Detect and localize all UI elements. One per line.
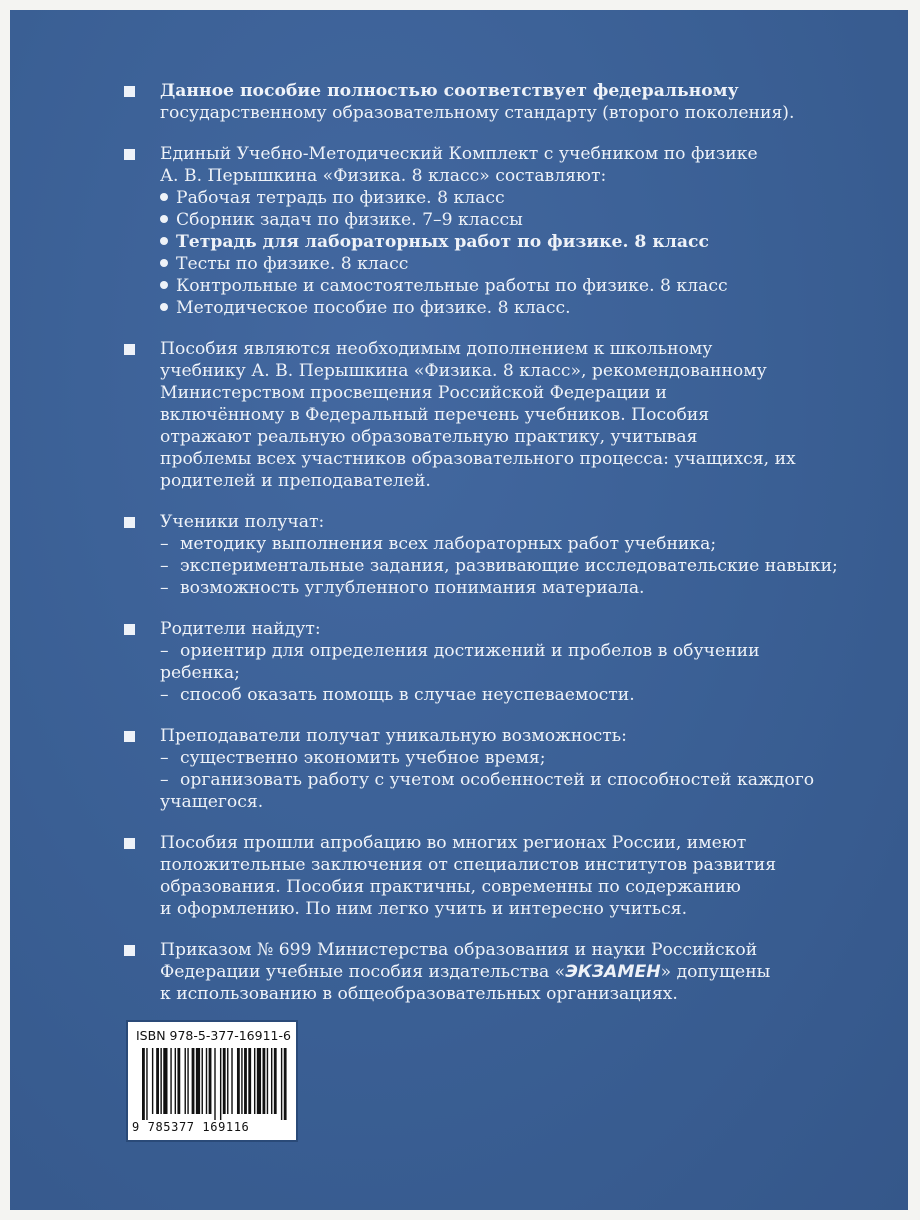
cover-text: [118, 80, 878, 1024]
list-item-label: Тетрадь для лабораторных работ по физике. 8 класс: [176, 232, 709, 252]
barcode-bar: [267, 1048, 268, 1114]
text-line: Приказом № 699 Министерства образования и науки Российской: [160, 940, 758, 960]
text-line: отражают реальную образовательную практику, учитывая: [160, 427, 698, 447]
square-bullet-icon: [124, 344, 135, 355]
list-item-label: Контрольные и самостоятельные работы по физике. 8 класс: [176, 276, 728, 296]
text-line: Министерством просвещения Российской Федерации и: [160, 383, 667, 403]
text-line: [160, 961, 878, 983]
dash-item-label: существенно экономить учебное время;: [180, 748, 546, 768]
barcode-bar: [214, 1048, 215, 1120]
barcode-bar: [202, 1048, 203, 1114]
barcode-bar: [146, 1048, 147, 1120]
barcode-bar: [227, 1048, 228, 1114]
barcode-bar: [237, 1048, 240, 1114]
text-line: и оформлению. По ним легко учить и интересно учиться.: [160, 899, 688, 919]
round-bullet-icon: [160, 215, 168, 223]
barcode-bar: [241, 1048, 242, 1114]
list-item: [160, 231, 878, 253]
barcode-bar: [206, 1048, 207, 1114]
round-bullet-icon: [160, 303, 168, 311]
barcode-bar: [152, 1048, 153, 1114]
text-line: учащегося.: [160, 792, 264, 812]
text-line: Пособия являются необходимым дополнением к школьному: [160, 339, 713, 359]
barcode-bar: [244, 1048, 247, 1114]
barcode-bar: [187, 1048, 188, 1114]
barcode-bar: [223, 1048, 226, 1114]
dash-item: – возможность углубленного понимания материала.: [160, 578, 645, 598]
barcode-bar: [156, 1048, 159, 1114]
block-complect: [118, 143, 878, 319]
dash-item: – организовать работу с учетом особенностей и способностей каждого: [160, 770, 815, 790]
dash-item-label: ориентир для определения достижений и пробелов в обучении: [180, 641, 760, 661]
text-fragment: Федерации учебные пособия издательства «: [160, 962, 566, 982]
text-line: родителей и преподавателей.: [160, 471, 431, 491]
isbn-barcode-box: [126, 1020, 298, 1142]
block-heading: Родители найдут:: [160, 619, 321, 639]
barcode-bar: [163, 1048, 167, 1114]
barcode-bar: [209, 1048, 212, 1114]
square-bullet-icon: [124, 149, 135, 160]
text-line: государственному образовательному стандарту (второго поколения).: [160, 103, 795, 123]
dash-item-label: экспериментальные задания, развивающие исследовательские навыки;: [180, 556, 838, 576]
list-item: [160, 187, 878, 209]
dash-item: – ориентир для определения достижений и пробелов в обучении: [160, 641, 760, 661]
barcode-bar: [142, 1048, 145, 1120]
dash-item-label: организовать работу с учетом особенностей и способностей каждого: [180, 770, 815, 790]
barcode-bar: [185, 1048, 186, 1114]
list-item: [160, 275, 878, 297]
barcode-bar: [254, 1048, 255, 1114]
square-bullet-icon: [124, 731, 135, 742]
block-approbation: [118, 832, 878, 920]
barcode-bar: [175, 1048, 176, 1114]
barcode-bar: [257, 1048, 261, 1114]
barcode-bar: [160, 1048, 161, 1114]
barcode-bar: [271, 1048, 272, 1114]
list-item-label: Рабочая тетрадь по физике. 8 класс: [176, 188, 505, 208]
square-bullet-icon: [124, 838, 135, 849]
text-line: включённому в Федеральный перечень учебников. Пособия: [160, 405, 710, 425]
dash-item-label: возможность углубленного понимания материала.: [180, 578, 645, 598]
text-line: положительные заключения от специалистов институтов развития: [160, 855, 777, 875]
list-item: [160, 297, 878, 319]
publisher-brand: ЭКЗАМЕН: [565, 962, 661, 982]
dash-item: – существенно экономить учебное время;: [160, 748, 546, 768]
book-back-cover: [10, 10, 908, 1210]
dash-item: – экспериментальные задания, развивающие исследовательские навыки;: [160, 556, 838, 576]
block-supplement: [118, 338, 878, 492]
barcode-bar: [248, 1048, 251, 1114]
text-line: ребенка;: [160, 663, 240, 683]
list-item-label: Методическое пособие по физике. 8 класс.: [176, 298, 571, 318]
isbn-label: ISBN 978-5-377-16911-6: [136, 1028, 291, 1043]
text-line: учебнику А. В. Перышкина «Физика. 8 класс», рекомендованному: [160, 361, 767, 381]
square-bullet-icon: [124, 945, 135, 956]
barcode-bar: [196, 1048, 200, 1114]
block-parents: [118, 618, 878, 706]
barcode-bar: [170, 1048, 171, 1114]
barcode-bar: [231, 1048, 232, 1114]
barcode-bar: [262, 1048, 265, 1114]
dash-item: – методику выполнения всех лабораторных работ учебника;: [160, 534, 717, 554]
dash-item-label: методику выполнения всех лабораторных работ учебника;: [180, 534, 717, 554]
round-bullet-icon: [160, 237, 168, 245]
square-bullet-icon: [124, 517, 135, 528]
block-heading: Ученики получат:: [160, 512, 325, 532]
block-heading: Преподаватели получат уникальную возможность:: [160, 726, 627, 746]
block-order: [118, 939, 878, 1005]
text-line: Единый Учебно-Методический Комплект с учебником по физике: [160, 144, 758, 164]
text-line: к использованию в общеобразовательных организациях.: [160, 984, 678, 1004]
list-item: [160, 253, 878, 275]
barcode-bar: [192, 1048, 195, 1114]
square-bullet-icon: [124, 86, 135, 97]
list-item: [160, 209, 878, 231]
barcode-bar: [220, 1048, 221, 1120]
barcode-bar: [177, 1048, 180, 1114]
round-bullet-icon: [160, 259, 168, 267]
list-item-label: Сборник задач по физике. 7–9 классы: [176, 210, 523, 230]
round-bullet-icon: [160, 193, 168, 201]
block-standard: [118, 80, 878, 124]
text-line: проблемы всех участников образовательного процесса: учащихся, их: [160, 449, 796, 469]
square-bullet-icon: [124, 624, 135, 635]
list-item-label: Тесты по физике. 8 класс: [176, 254, 409, 274]
barcode-bar: [284, 1048, 287, 1120]
block-teachers: [118, 725, 878, 813]
round-bullet-icon: [160, 281, 168, 289]
dash-item: – способ оказать помощь в случае неуспеваемости.: [160, 685, 635, 705]
text-line: А. В. Перышкина «Физика. 8 класс» составляют:: [160, 166, 607, 186]
text-line: образования. Пособия практичны, современны по содержанию: [160, 877, 741, 897]
barcode-digits: 9 785377 169116: [132, 1120, 250, 1134]
block-students: [118, 511, 878, 599]
barcode-bar: [274, 1048, 277, 1114]
text-line: Пособия прошли апробацию во многих регионах России, имеют: [160, 833, 747, 853]
barcode-bar: [281, 1048, 282, 1120]
text-line: Данное пособие полностью соответствует федеральному: [160, 81, 739, 101]
dash-item-label: способ оказать помощь в случае неуспеваемости.: [180, 685, 635, 705]
barcode-image: [142, 1048, 288, 1120]
text-fragment: » допущены: [660, 962, 771, 982]
